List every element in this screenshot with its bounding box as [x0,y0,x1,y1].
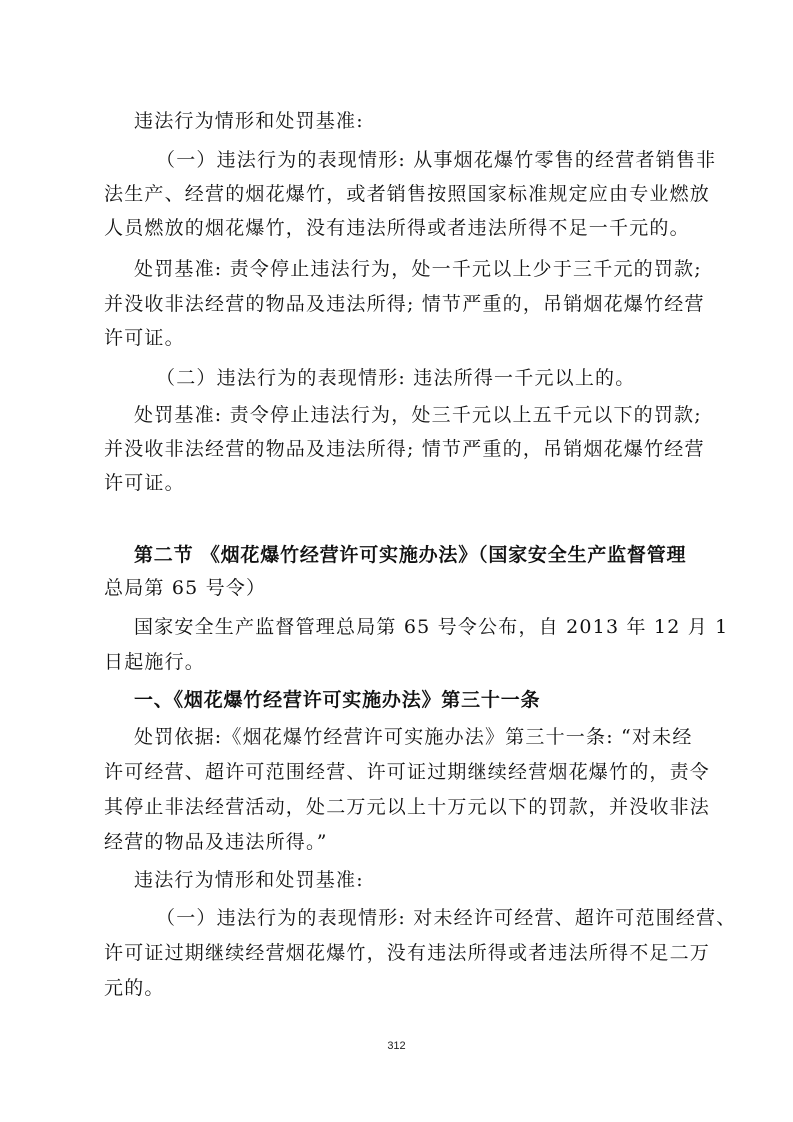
paragraph-heading-violation-criteria: 违法行为情形和处罚基准: [134,869,364,891]
paragraph-line: 许可证过期继续经营烟花爆竹，没有违法所得或者违法所得不足二万 [104,942,711,964]
paragraph-line: 处罚基准: 责令停止违法行为，处一千元以上少于三千元的罚款; [134,258,702,280]
paragraph-line: 国家安全生产监督管理总局第 65 号令公布，自 2013 年 12 月 1 [134,616,729,638]
paragraph-line: 法生产、经营的烟花爆竹，或者销售按照国家标准规定应由专业燃放 [104,183,711,205]
paragraph-heading-violation-criteria: 违法行为情形和处罚基准: [134,110,364,132]
paragraph-line: 许可证。 [104,472,185,494]
section-heading: 第二节 《烟花爆竹经营许可实施办法》（国家安全生产监督管理 [134,544,687,566]
paragraph-line: 经营的物品及违法所得。” [104,831,328,853]
paragraph-line: （一）违法行为的表现情形: 对未经许可经营、超许可范围经营、 [156,907,737,929]
paragraph-line: 并没收非法经营的物品及违法所得; 情节严重的，吊销烟花爆竹经营 [104,293,705,315]
paragraph-line: 处罚依据:《烟花爆竹经营许可实施办法》第三十一条: “对未经 [134,726,693,748]
paragraph-line: 人员燃放的烟花爆竹，没有违法所得或者违法所得不足一千元的。 [104,217,690,239]
paragraph-line: 许可证。 [104,327,185,349]
paragraph-line: 并没收非法经营的物品及违法所得; 情节严重的，吊销烟花爆竹经营 [104,438,705,460]
paragraph-line: 其停止非法经营活动，处二万元以上十万元以下的罚款，并没收非法 [104,796,711,818]
page-number: 312 [387,1040,406,1052]
paragraph-line: 日起施行。 [104,651,206,673]
article-heading: 一、《烟花爆竹经营许可实施办法》第三十一条 [134,689,541,711]
paragraph-line: （一）违法行为的表现情形: 从事烟花爆竹零售的经营者销售非 [156,149,717,171]
paragraph-line: 许可经营、超许可范围经营、许可证过期继续经营烟花爆竹的，责令 [104,761,711,783]
section-heading-continued: 总局第 65 号令） [104,577,267,599]
paragraph-line: 元的。 [104,977,165,999]
paragraph-line: 处罚基准: 责令停止违法行为，处三千元以上五千元以下的罚款; [134,404,702,426]
paragraph-line: （二）违法行为的表现情形: 违法所得一千元以上的。 [156,367,636,389]
